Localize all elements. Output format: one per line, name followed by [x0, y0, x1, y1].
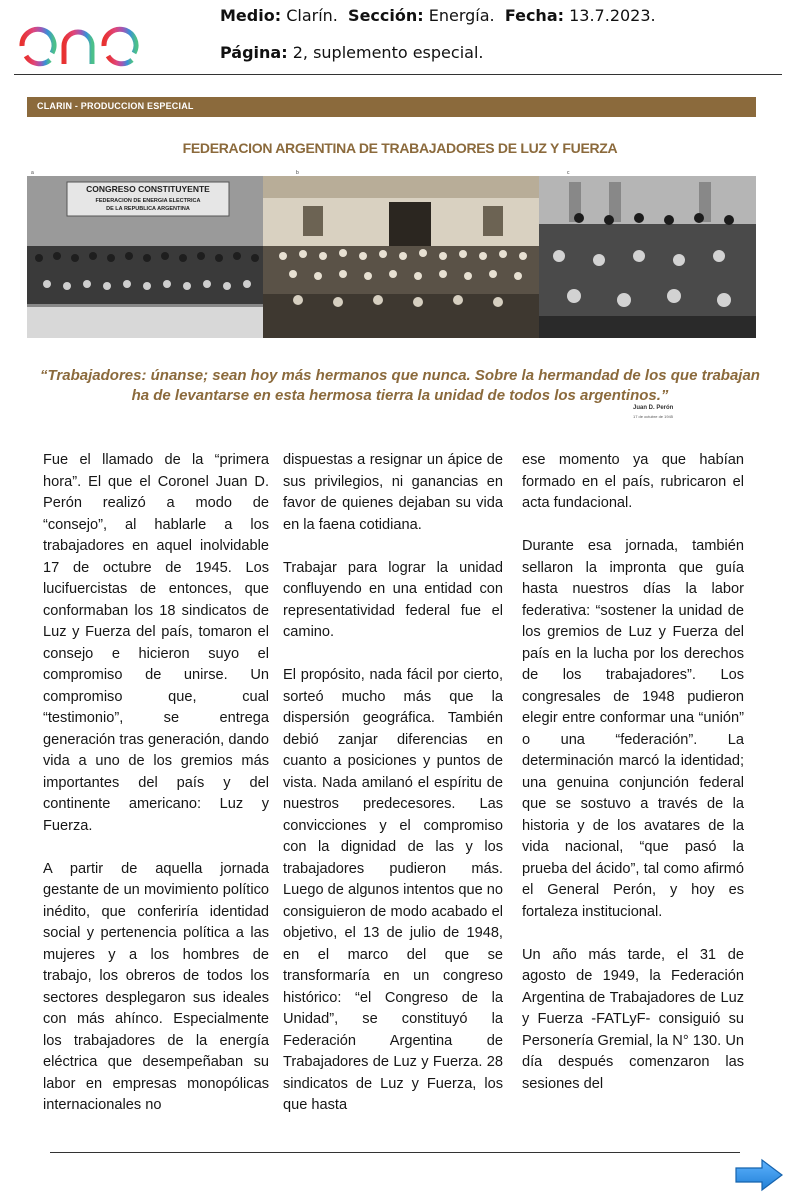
article-column-3 — [522, 450, 744, 1117]
pagina-label: Página: — [220, 43, 288, 62]
quote-line-2: ha de levantarse en esta hermosa tierra la unidad de todos los argentinos.” — [131, 387, 669, 404]
pagina-value: 2, suplemento especial. — [292, 43, 484, 62]
photo-tag-b: b — [296, 170, 299, 176]
meta-line-1 — [220, 6, 656, 25]
seccion-value: Energía. — [428, 6, 495, 25]
banner-line-2: FEDERACION DE ENERGIA ELECTRICA — [95, 198, 201, 204]
article-paragraph: dispuestas a resignar un ápice de sus privilegios, ni ganancias en favor de quienes dejaban su vida en la faena cotidiana. — [283, 452, 503, 533]
next-page-arrow-icon[interactable] — [734, 1158, 784, 1192]
medio-label: Medio: — [220, 6, 282, 25]
historic-photo-strip — [27, 176, 756, 338]
banner-line-3: DE LA REPUBLICA ARGENTINA — [106, 206, 190, 212]
fecha-label: Fecha: — [504, 6, 565, 25]
section-title: FEDERACION ARGENTINA DE TRABAJADORES DE LUZ Y FUERZA — [182, 140, 618, 156]
footer-divider — [50, 1152, 740, 1153]
header-divider — [14, 74, 782, 75]
photo-congress-delegates — [27, 176, 263, 338]
photo-tag-c: c — [567, 170, 570, 176]
article-paragraph: Trabajar para lograr la unidad confluyendo en una entidad con representatividad federal fue el camino. — [283, 559, 503, 640]
band-label: CLARIN - PRODUCCION ESPECIAL — [37, 101, 194, 111]
photo-tag-a: a — [31, 170, 34, 176]
photo-assembly-session — [539, 176, 756, 338]
document-header — [0, 0, 800, 76]
peron-quote — [0, 366, 800, 406]
section-band — [27, 97, 756, 117]
medio-value: Clarín. — [286, 6, 338, 25]
article-column-2 — [283, 450, 503, 1138]
article-paragraph: Un año más tarde, el 31 de agosto de 1949, la Federación Argentina de Trabajadores de Luz y Fuerza -FATLyF- consiguió su Personería Gremial, la N° 130. Un día después comenzaron las sesiones del — [522, 946, 744, 1092]
article-paragraph: El propósito, nada fácil por cierto, sorteó mucho más que la dispersión geográfica. También debió zanjar diferencias en cuanto a posiciones y puntos de vista. Nada amilanó el espíritu de nuestros predecesores. Las convicciones y el compromiso con la dignidad de las y los trabajadores pudieron más. Luego de algunos intentos que no consiguieron de modo acabado el objetivo, el 13 de julio de 1948, en el marco del que se transformaría en un congreso histórico: “el Congreso de la Unidad”, se constituyó la Federación Argentina de Trabajadores de Luz y Fuerza. 28 sindicatos de Luz y Fuerza, los que hasta — [283, 667, 503, 1113]
fecha-value: 13.7.2023. — [569, 6, 656, 25]
quote-author: Juan D. Perón — [633, 405, 674, 411]
article-paragraph: Fue el llamado de la “primera hora”. El que el Coronel Juan D. Perón realizó a modo de “consejo”, al hablarle a los trabajadores en aquel inolvidable 17 de octubre de 1945. Los lucifuercistas de entonces, que conformaban los 18 sindicatos de Luz y Fuerza del país, tomaron el consejo e hicieron suyo el compromiso de unirse. Un compromiso que, cual “testimonio”, se entrega generación tras generación, dando vida a uno de los gremios más importantes del país y del continente americano: Luz y Fuerza. — [43, 452, 269, 834]
seccion-label: Sección: — [348, 6, 424, 25]
article-paragraph: A partir de aquella jornada gestante de un movimiento político inédito, que conferiría identidad social y pertenencia política a las mujeres y a los hombres de trabajo, los obreros de todos los sectores desplegaron sus ideales con más ahínco. Especialmente los trabajadores de la energía eléctrica que desempeñaban su labor en empresas monopólicas internacionales no — [43, 860, 269, 1113]
quote-line-1: “Trabajadores: únanse; sean hoy más hermanos que nunca. Sobre la hermandad de los que trabajan — [40, 367, 760, 384]
meta-line-2 — [220, 43, 483, 62]
enel-logo — [18, 8, 183, 70]
banner-line-1: CONGRESO CONSTITUYENTE — [86, 184, 210, 194]
article-paragraph: ese momento ya que habían formado en el país, rubricaron el acta fundacional. — [522, 452, 744, 511]
photo-group-outdoor — [263, 176, 539, 338]
article-column-1 — [43, 450, 269, 1138]
quote-date: 17 de octubre de 1945 — [633, 414, 674, 419]
article-paragraph: Durante esa jornada, también sellaron la impronta que guía hasta nuestros días la labor federativa: “sostener la unidad de los gremios de Luz y Fuerza del país en la lucha por los derechos de los trabajadores”. Los congresales de 1948 pudieron elegir entre conformar una “unión” o una “federación”. La determinación marcó la identidad; una genuina conjunción federal que se sostuvo a través de la historia y de los avatares de la vida nacional, “que pasó la prueba del ácido”, tal como afirmó el General Perón, y hoy es fortaleza institucional. — [522, 538, 744, 920]
